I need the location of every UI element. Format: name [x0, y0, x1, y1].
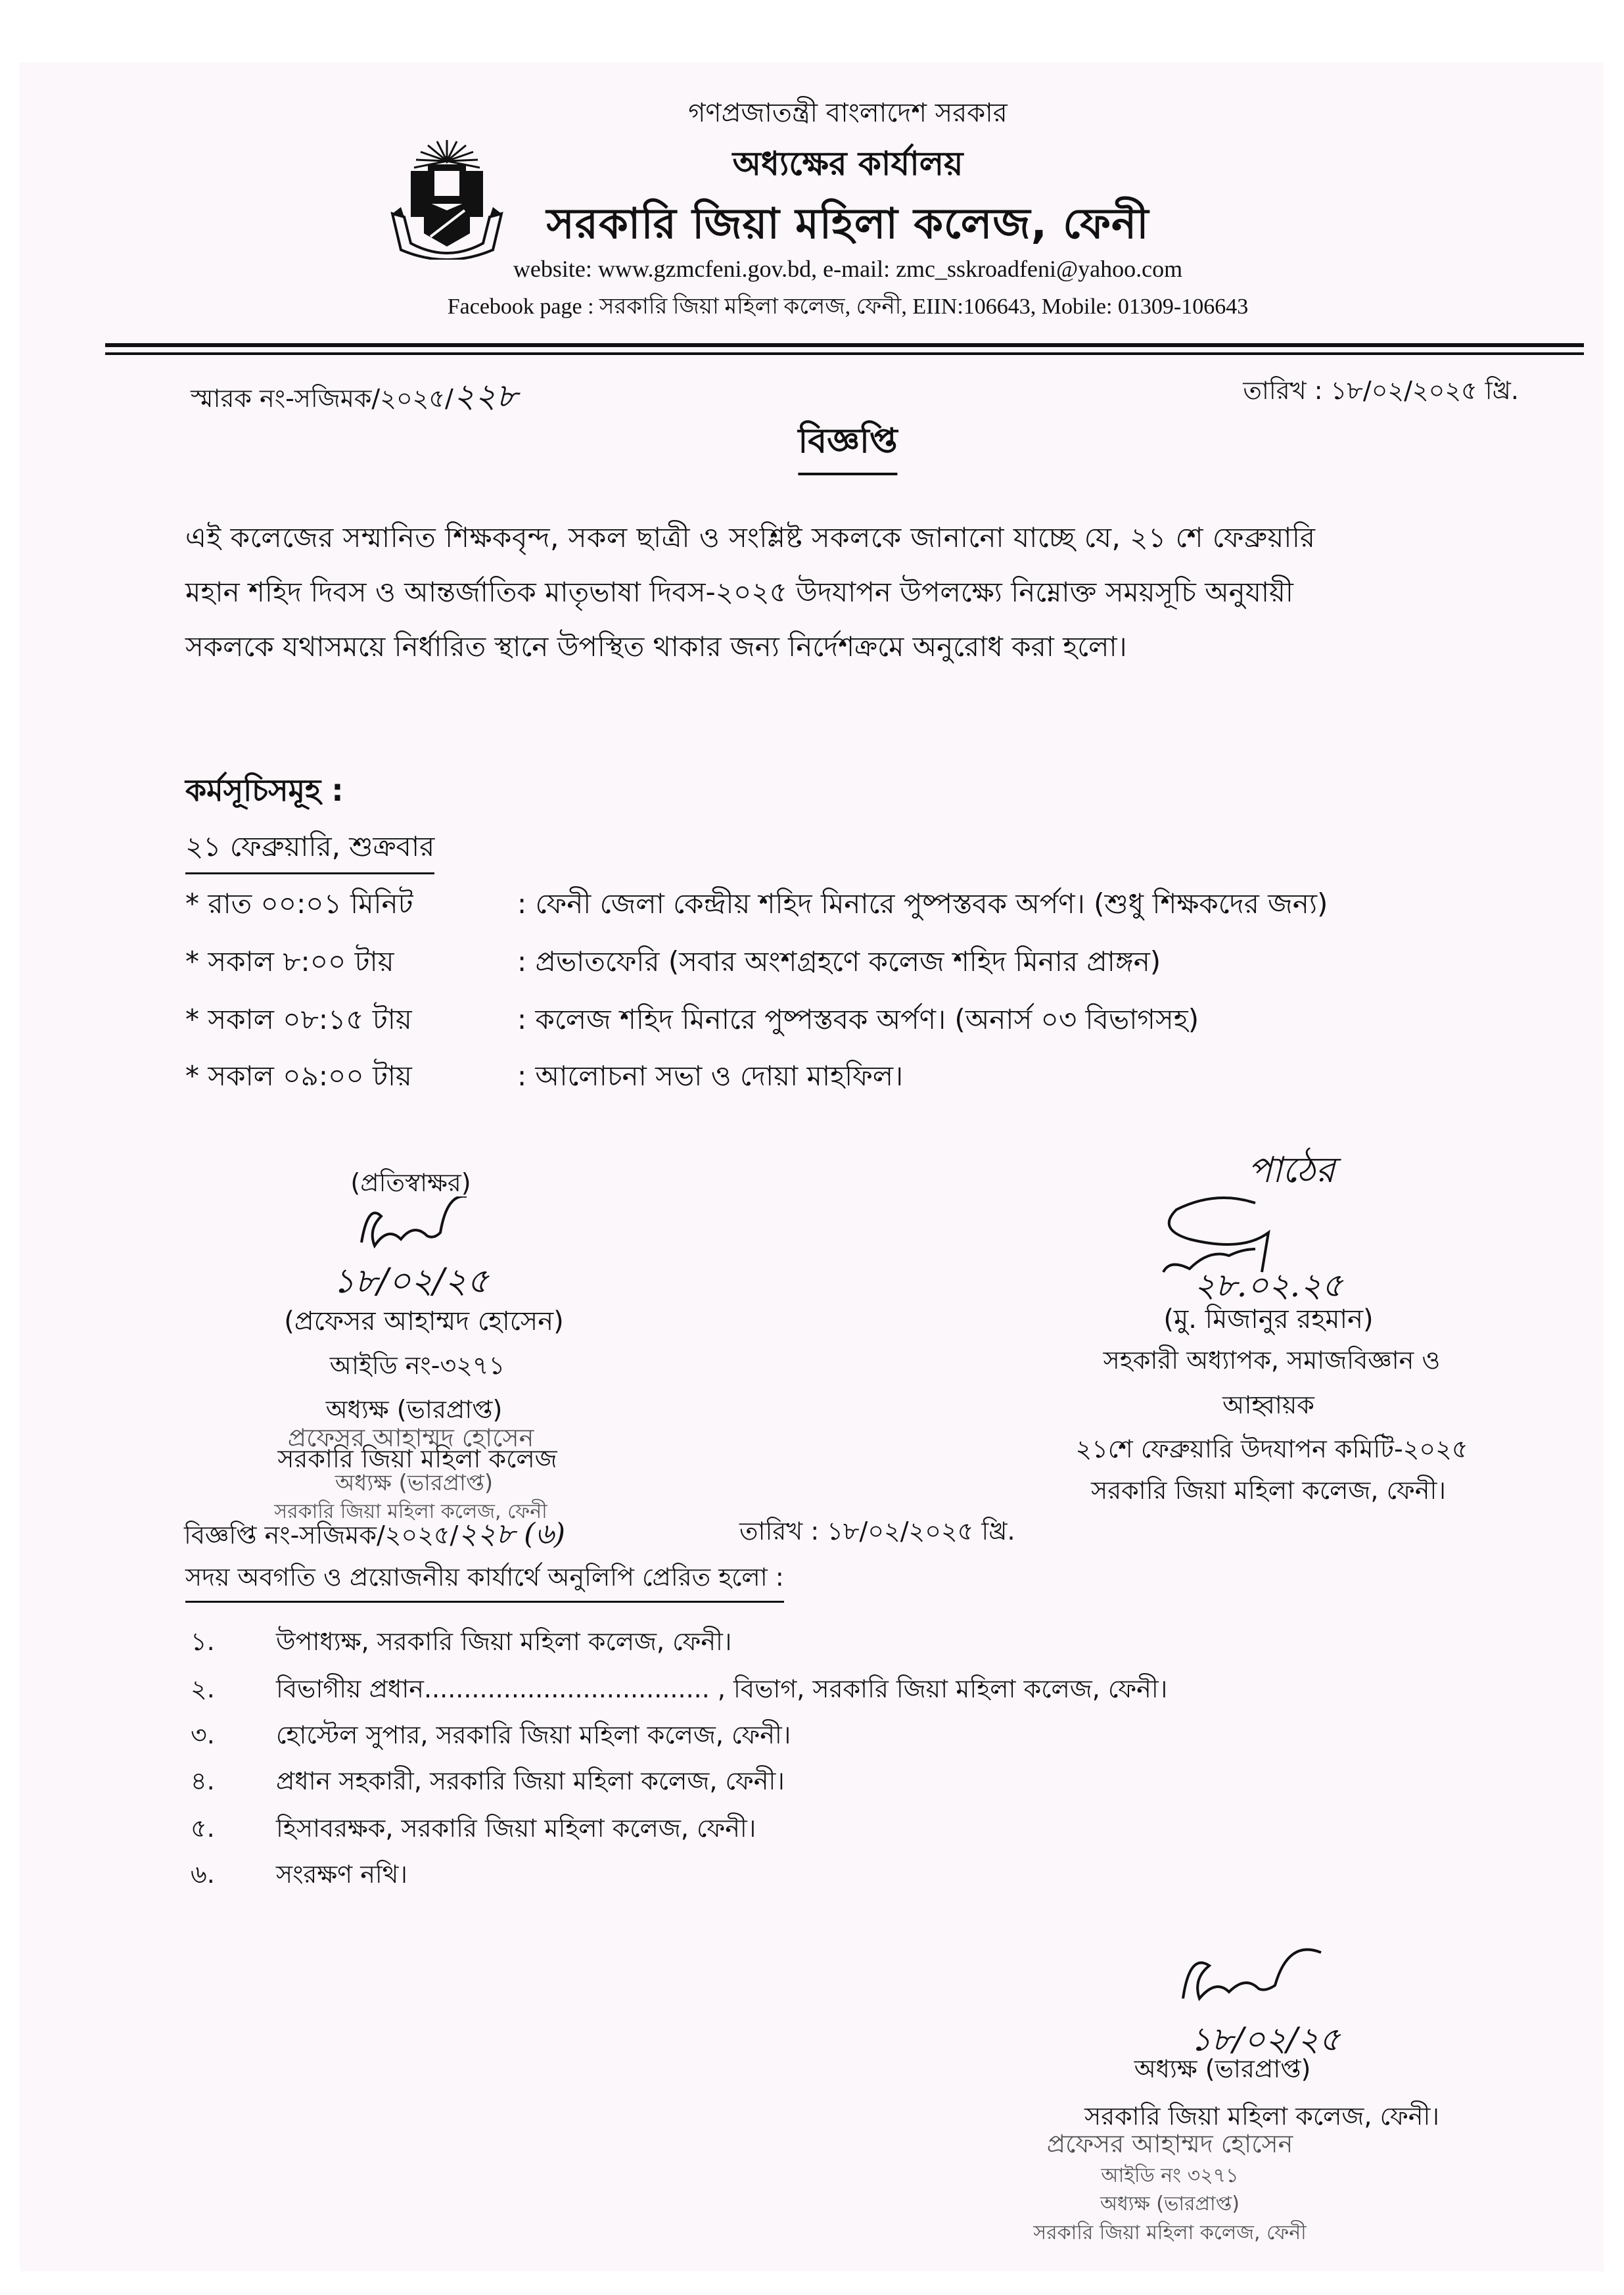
college-name: সরকারি জিয়া মহিলা কলেজ, ফেনী: [546, 200, 1149, 248]
program-activity: : আলোচনা সভা ও দোয়া মাহফিল।: [517, 1060, 904, 1092]
facebook-line: Facebook page : সরকারি জিয়া মহিলা কলেজ, ফেনী, EIIN:106643, Mobile: 01309-106643: [447, 295, 1249, 319]
principal-stamp-name: প্রফেসর আহাম্মদ হোসেন: [1046, 2129, 1293, 2158]
copy-memo-prefix: বিজ্ঞপ্তি নং-সজিমক/২০২৫/: [184, 1521, 459, 1550]
countersign-designation: অধ্যক্ষ (ভারপ্রাপ্ত): [325, 1395, 503, 1424]
cc-list-item: [191, 1855, 407, 1897]
countersign-stamp-name: প্রফেসর আহাম্মদ হোসেন: [287, 1423, 534, 1452]
countersign-signature: [348, 1196, 480, 1262]
cc-item-text: উপাধ্যক্ষ, সরকারি জিয়া মহিলা কলেজ, ফেনী।: [276, 1627, 732, 1656]
principal-date: ১৮/০২/২৫: [1190, 2020, 1341, 2058]
cc-item-text: হিসাবরক্ষক, সরকারি জিয়া মহিলা কলেজ, ফেনী।: [276, 1814, 756, 1843]
principal-stamp-id: আইডি নং ৩২৭১: [1101, 2164, 1239, 2187]
convener-college: সরকারি জিয়া মহিলা কলেজ, ফেনী।: [1091, 1476, 1446, 1505]
program-time: * সকাল ০৮:১৫ টায়: [185, 1003, 412, 1035]
program-time: * সকাল ৮:০০ টায়: [185, 945, 394, 978]
body-line-2: মহান শহিদ দিবস ও আন্তর্জাতিক মাতৃভাষা দিবস-২০২৫ উদযাপন উপলক্ষ্যে নিম্নোক্ত সময়সূচি অনুযায়ী: [185, 576, 1293, 608]
body-line-3: সকলকে যথাসময়ে নির্ধারিত স্থানে উপস্থিত থাকার জন্য নির্দেশক্রমে অনুরোধ করা হলো।: [185, 630, 1127, 663]
copy-memo-handwritten-number: ২২৮ (৬): [458, 1517, 566, 1551]
program-heading: কর্মসূচিসমূহ :: [185, 772, 344, 808]
countersign-name: (প্রফেসর আহাম্মদ হোসেন): [284, 1306, 564, 1337]
cc-item-number: ৪.: [191, 1766, 215, 1795]
header-divider-thick: [105, 343, 1584, 347]
convener-note: পাঠের: [1247, 1149, 1335, 1191]
program-item: [185, 940, 1161, 987]
convener-role: আহ্বায়ক: [1222, 1390, 1314, 1419]
cc-list-item: [191, 1716, 791, 1758]
college-crest-icon: [384, 135, 509, 260]
principal-designation: অধ্যক্ষ (ভারপ্রাপ্ত): [1134, 2054, 1311, 2083]
principal-stamp-designation: অধ্যক্ষ (ভারপ্রাপ্ত): [1100, 2192, 1240, 2215]
cc-item-text: বিভাগীয় প্রধান.................................... , বিভাগ, সরকারি জিয়া মহিলা কলেজ, ফেনী।: [276, 1674, 1168, 1703]
convener-designation: সহকারী অধ্যাপক, সমাজবিজ্ঞান ও: [1103, 1346, 1441, 1375]
countersign-college: সরকারি জিয়া মহিলা কলেজ: [277, 1444, 557, 1473]
copy-memo-date: তারিখ : ১৮/০২/২০২৫ খ্রি.: [739, 1517, 1015, 1546]
program-activity: : ফেনী জেলা কেন্দ্রীয় শহিদ মিনারে পুষ্পস্তবক অর্পণ। (শুধু শিক্ষকদের জন্য): [517, 887, 1328, 920]
convener-date: ২৮.০২.২৫: [1194, 1266, 1343, 1304]
program-activity: : কলেজ শহিদ মিনারে পুষ্পস্তবক অর্পণ। (অনার্স ০৩ বিভাগসহ): [517, 1003, 1199, 1035]
program-item: [185, 882, 1328, 929]
principal-stamp-college: সরকারি জিয়া মহিলা কলেজ, ফেনী: [1033, 2221, 1307, 2244]
program-item: [185, 998, 1199, 1045]
convener-committee: ২১শে ফেব্রুয়ারি উদযাপন কমিটি-২০২৫: [1075, 1434, 1468, 1463]
program-time: * রাত ০০:০১ মিনিট: [185, 887, 413, 920]
countersign-label: (প্রতিস্বাক্ষর): [350, 1168, 471, 1197]
header-divider-thin: [105, 352, 1584, 355]
cc-item-text: হোস্টেল সুপার, সরকারি জিয়া মহিলা কলেজ, ফেনী।: [276, 1720, 791, 1749]
cc-list-item: [191, 1762, 785, 1804]
cc-item-number: ৫.: [191, 1814, 215, 1843]
principal-college: সরকারি জিয়া মহিলা কলেজ, ফেনী।: [1084, 2102, 1439, 2131]
cc-list-item: [191, 1622, 732, 1665]
cc-list-item: [191, 1809, 756, 1851]
cc-item-number: ৩.: [191, 1720, 215, 1749]
principal-signature: [1157, 1946, 1367, 2018]
cc-item-text: প্রধান সহকারী, সরকারি জিয়া মহিলা কলেজ, ফেনী।: [276, 1766, 785, 1795]
notice-title: বিজ্ঞপ্তি: [798, 414, 897, 475]
cc-list-item: [191, 1670, 1167, 1712]
office-title: অধ্যক্ষের কার্যালয়: [732, 145, 963, 183]
contact-line: website: www.gzmcfeni.gov.bd, e-mail: zmc_sskroadfeni@yahoo.com: [513, 256, 1183, 282]
cc-item-text: সংরক্ষণ নথি।: [276, 1860, 407, 1889]
memo-prefix: স্মারক নং-সজিমক/২০২৫/: [191, 384, 453, 413]
cc-item-number: ৬.: [191, 1860, 215, 1889]
program-item: [185, 1054, 903, 1101]
program-day: ২১ ফেব্রুয়ারি, শুক্রবার: [185, 825, 434, 874]
copy-memo-number: [184, 1512, 565, 1560]
countersign-stamp-designation: অধ্যক্ষ (ভারপ্রাপ্ত): [335, 1470, 494, 1496]
memo-number: [191, 371, 517, 426]
memo-handwritten-number: ২২৮: [453, 377, 518, 415]
cc-item-number: ১.: [191, 1627, 215, 1656]
memo-date: তারিখ : ১৮/০২/২০২৫ খ্রি.: [1243, 376, 1519, 405]
countersign-date: ১৮/০২/২৫: [333, 1262, 489, 1301]
countersign-stamp-college: সরকারি জিয়া মহিলা কলেজ, ফেনী: [274, 1500, 547, 1523]
government-line: গণপ্রজাতন্ত্রী বাংলাদেশ সরকার: [688, 98, 1008, 128]
countersign-id: আইডি নং-৩২৭১: [329, 1351, 505, 1380]
cc-heading: সদয় অবগতি ও প্রয়োজনীয় কার্যার্থে অনুলিপি প্রেরিত হলো :: [185, 1558, 784, 1603]
program-time: * সকাল ০৯:০০ টায়: [185, 1060, 412, 1092]
convener-name: (মু. মিজানুর রহমান): [1163, 1304, 1374, 1335]
program-activity: : প্রভাতফেরি (সবার অংশগ্রহণে কলেজ শহিদ মিনার প্রাঙ্গন): [517, 945, 1161, 978]
cc-item-number: ২.: [191, 1674, 215, 1703]
body-line-1: এই কলেজের সম্মানিত শিক্ষকবৃন্দ, সকল ছাত্রী ও সংশ্লিষ্ট সকলকে জানানো যাচ্ছে যে, ২১ শে ফেব্রুয়ারি: [185, 521, 1316, 554]
